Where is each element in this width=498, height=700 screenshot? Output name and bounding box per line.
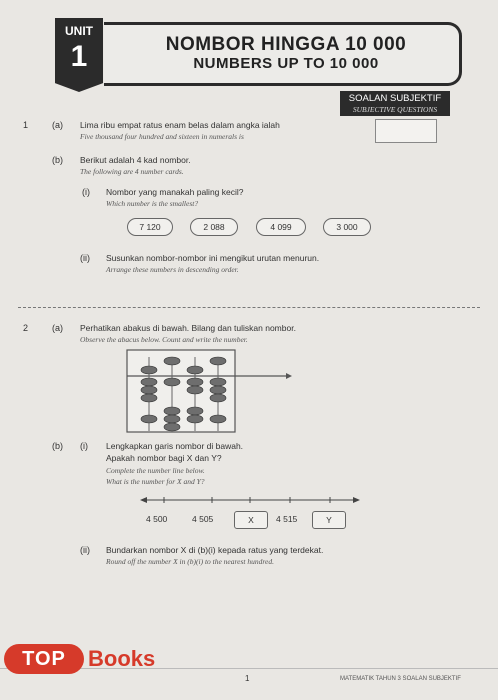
title-malay: NOMBOR HINGGA 10 000 [165,34,407,55]
q1bii-text-malay: Susunkan nombor-nombor ini mengikut urutan menurun. [106,253,320,263]
number-card: 2 088 [190,218,238,236]
q2bi-line1-malay: Lengkapkan garis nombor di bawah. [106,441,244,451]
q1a-label: (a) [52,120,63,130]
section-english: SUBJECTIVE QUESTIONS [352,105,438,114]
q2b-label: (b) [52,441,63,451]
divider [18,307,480,308]
numberline-value: 4 515 [276,514,298,524]
title-english: NUMBERS UP TO 10 000 [193,55,379,72]
numberline-box-x[interactable]: X [234,511,268,529]
q2bi-line1-english: Complete the number line below. [106,466,205,475]
q1-number: 1 [23,120,29,130]
topbooks-logo [4,642,180,676]
number-line [140,493,360,507]
page-number: 1 [245,674,250,683]
unit-number: 1 [70,40,88,73]
q1a-answer-box[interactable] [375,119,437,143]
q1bi-label: (i) [82,187,90,197]
q2-number: 2 [23,323,29,333]
abacus [126,349,296,433]
q1bii-label: (ii) [80,253,90,263]
logo-books-text: Books [88,646,156,671]
q1bii-text-english: Arrange these numbers in descending order. [106,265,239,274]
q2a-text-english: Observe the abacus below. Count and write the number. [80,335,248,344]
q2a-text-malay: Perhatikan abakus di bawah. Bilang dan tuliskan nombor. [80,323,296,333]
number-card: 3 000 [323,218,371,236]
q1bi-text-english: Which number is the smallest? [106,199,199,208]
logo-top-text: TOP [22,648,66,670]
q1a-text-malay: Lima ribu empat ratus enam belas dalam angka ialah [80,120,280,130]
q2bii-label: (ii) [80,545,90,555]
q1b-text-english: The following are 4 number cards. [80,167,184,176]
numberline-value: 4 505 [192,514,214,524]
q2bii-text-english: Round off the number X in (b)(i) to the nearest hundred. [106,557,274,566]
q2a-label: (a) [52,323,63,333]
q1b-label: (b) [52,155,63,165]
q1a-text-english: Five thousand four hundred and sixteen in numerals is [80,132,244,141]
q2bi-label: (i) [80,441,88,451]
unit-label: UNIT [65,24,93,38]
q2bii-text-malay: Bundarkan nombor X di (b)(i) kepada ratus yang terdekat. [106,545,324,555]
section-malay: SOALAN SUBJEKTIF [348,93,442,104]
q2bi-line2-english: What is the number for X and Y? [106,477,205,486]
footer-right-text: MATEMATIK TAHUN 3 SOALAN SUBJEKTIF [340,676,461,682]
number-card: 7 120 [127,218,173,236]
numberline-value: 4 500 [146,514,168,524]
q2bi-line2-malay: Apakah nombor bagi X dan Y? [106,453,222,463]
q1b-text-malay: Berikut adalah 4 kad nombor. [80,155,191,165]
q1bi-text-malay: Nombor yang manakah paling kecil? [106,187,244,197]
numberline-box-y[interactable]: Y [312,511,346,529]
number-card: 4 099 [256,218,306,236]
